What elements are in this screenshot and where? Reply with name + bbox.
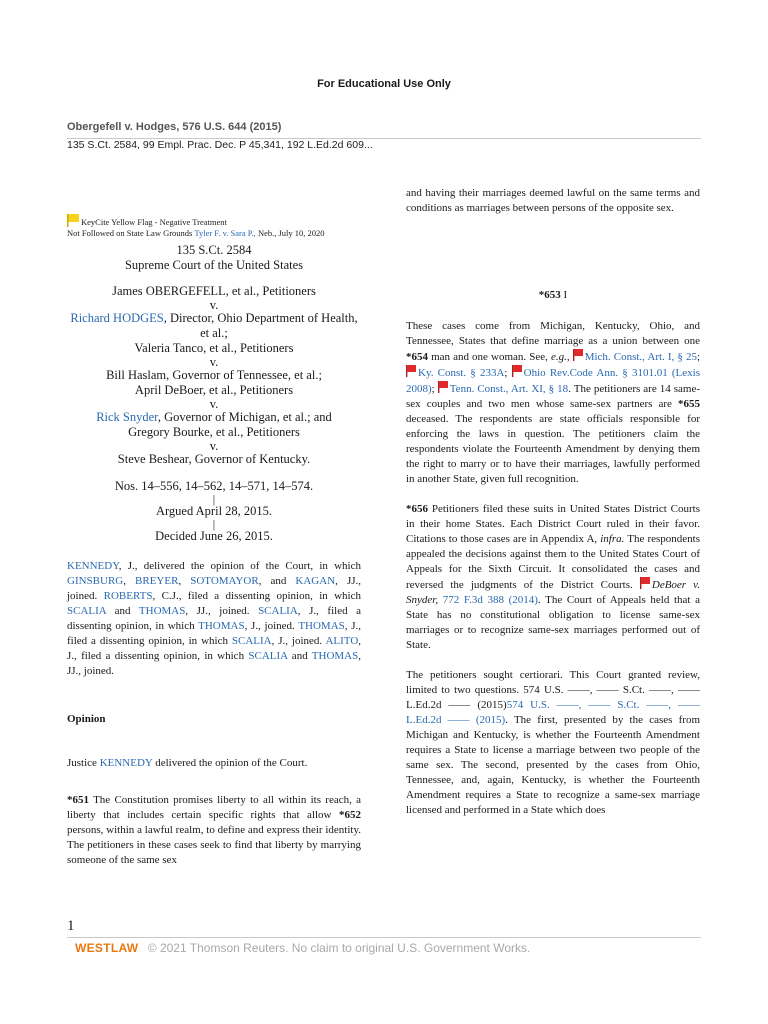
cite-case-name: DeBoer v. Snyder, [406, 579, 700, 606]
red-flag-icon [438, 381, 448, 393]
continued-paragraph: and having their marriages deemed lawful on the same terms and conditions as marriages between persons of the opposite sex. [406, 187, 700, 214]
party-hodges-rest: , Director, Ohio Department of Health, et al.; [163, 311, 358, 340]
versus-1: v. [209, 298, 219, 312]
paragraph-suits-filed [406, 502, 700, 653]
opinion-heading: Opinion [67, 713, 106, 725]
syllabus-text: , J., joined. [244, 620, 299, 632]
syllabus-text: , and [258, 575, 296, 587]
footer [75, 941, 530, 955]
syllabus-text: , J., filed a dissenting opinion, in which [67, 635, 362, 662]
party-haslam: Bill Haslam, Governor of Tennessee, et al.; [106, 368, 322, 382]
syllabus-text: , JJ., joined. [67, 575, 362, 602]
section-heading-I [406, 288, 700, 303]
paragraph-text: deceased. The respondents are state officials responsible for enforcing the laws in question. The petitioners claim the respondents violate the Fourteenth Amendment by denying them the right to marry or to have their marriages, lawfully performed in another State, given full recognition. [406, 413, 700, 485]
paragraph-text: man and one woman. See, [428, 351, 551, 363]
justice-link-thomas[interactable]: THOMAS [298, 620, 345, 632]
star-page-653: *653 [538, 289, 561, 301]
page-number: 1 [67, 918, 75, 934]
party-bourke: Gregory Bourke, et al., Petitioners [128, 425, 300, 439]
treatment-case-link[interactable]: Tyler F. v. Sara P., [194, 228, 256, 238]
syllabus-text: and [106, 605, 139, 617]
paragraph-text: . The petitioners are 14 same-sex couples and two men whose same-sex partners are [406, 383, 700, 410]
reporter-cite: 135 S.Ct. 2584 [176, 243, 252, 257]
intro-text: delivered the opinion of the Court. [152, 757, 308, 769]
keycite-flag-link[interactable] [67, 217, 227, 227]
cite-link-text: Ohio Rev.Code Ann. § 3101.01 (Lexis 2008) [406, 367, 700, 395]
star-page-655: *655 [678, 398, 700, 410]
party-obergefell: James OBERGEFELL, et al., Petitioners [112, 284, 316, 298]
justice-link-scalia[interactable]: SCALIA [67, 605, 107, 617]
justice-link-kennedy[interactable]: KENNEDY [67, 560, 119, 572]
star-page-656: *656 [406, 503, 428, 515]
party-deboer: April DeBoer, et al., Petitioners [134, 383, 294, 397]
syllabus-text: , J., filed a dissenting opinion, in which [67, 605, 362, 632]
paragraph-text: The Constitution promises liberty to all within its reach, a liberty that includes certain specific rights that allow [67, 794, 361, 821]
keycite-flag-label: KeyCite Yellow Flag - Negative Treatment [81, 217, 227, 227]
justice-link-sotomayor[interactable]: SOTOMAYOR [190, 575, 259, 587]
cite-574-us[interactable]: 574 U.S. ––––, –––– S.Ct. ––––, –––– L.Ed.2d –––– (2015) [406, 699, 701, 726]
syllabus-text: , J., delivered the opinion of the Court, in which [118, 560, 361, 572]
party-tanco: Valeria Tanco, et al., Petitioners [134, 341, 294, 355]
justice-link-thomas[interactable]: THOMAS [198, 620, 245, 632]
party-snyder [67, 410, 361, 425]
footer-divider [67, 937, 701, 938]
section-number: I [560, 289, 568, 301]
versus-2: v. [209, 355, 219, 369]
decided-date: Decided June 26, 2015. [155, 529, 273, 543]
caption-bar-1: | [212, 492, 216, 506]
case-caption [67, 243, 361, 544]
syllabus-text: , J., filed a dissenting opinion, in which [67, 620, 362, 647]
docket-numbers: Nos. 14–556, 14–562, 14–571, 14–574. [114, 479, 314, 493]
case-title: Obergefell v. Hodges, 576 U.S. 644 (2015) [67, 121, 282, 133]
justice-link-breyer[interactable]: BREYER [135, 575, 179, 587]
cite-separator: ; [431, 383, 438, 395]
party-snyder-rest: , Governor of Michigan, et al.; and [157, 410, 332, 424]
cite-separator: ; [504, 367, 512, 379]
paragraph-text: Petitioners filed these suits in United States District Courts in their home States. Each District Court ruled in their favor. Citations to those cases are in Appendix A, [406, 503, 700, 545]
paragraph-certiorari [406, 668, 700, 818]
syllabus-text: , JJ., joined. [67, 650, 361, 677]
justice-link-thomas[interactable]: THOMAS [138, 605, 186, 617]
cite-reporter: 772 F.3d 388 (2014) [438, 594, 538, 606]
paragraph-cases-origin [406, 319, 700, 487]
syllabus-text: , J., joined. [271, 635, 326, 647]
eg-text: e.g., [550, 351, 570, 363]
party-hodges [67, 311, 361, 341]
cite-mich-const[interactable] [573, 351, 697, 363]
syllabus-text: , [123, 575, 136, 587]
caption-bar-2: | [212, 517, 216, 531]
party-beshear: Steve Beshear, Governor of Kentucky. [117, 452, 311, 466]
paragraph-text: persons, within a lawful realm, to define and express their identity. The petitioners in these cases seek to find that liberty by marrying someone of the same sex [67, 824, 361, 866]
court-name: Supreme Court of the United States [124, 258, 304, 272]
justice-link-scalia[interactable]: SCALIA [258, 605, 298, 617]
paragraph-text: . The first, presented by the cases from Michigan and Kentucky, is whether the Fourteenth Amendment requires a State to license a marriage between two people of the same sex. The second, presented by the cases from Ohio, Tennessee, and, again, Kentucky, is whether the Fourteenth Amendment requires a State to recognize a same-sex marriage licensed and performed in a State which does [406, 714, 700, 816]
case-citation: 135 S.Ct. 2584, 99 Empl. Prac. Dec. P 45,341, 192 L.Ed.2d 609... [67, 139, 373, 151]
edu-use-notice: For Educational Use Only [317, 78, 451, 90]
syllabus-text: , JJ., joined. [185, 605, 259, 617]
treatment-prefix: Not Followed on State Law Grounds [67, 228, 193, 238]
justice-link-alito[interactable]: ALITO [325, 635, 359, 647]
hodges-link[interactable]: Richard HODGES [70, 311, 164, 325]
yellow-flag-icon [67, 214, 79, 227]
cite-link-text: Mich. Const., Art. I, § 25 [584, 351, 697, 363]
cite-link-text: Tenn. Const., Art. XI, § 18 [449, 383, 569, 395]
right-column [406, 186, 700, 818]
cite-link-text: Ky. Const. § 233A [418, 367, 505, 379]
star-page-651: *651 [67, 794, 89, 806]
justice-link-scalia[interactable]: SCALIA [231, 635, 272, 647]
red-flag-icon [573, 349, 583, 361]
keycite-block [67, 214, 361, 239]
versus-3: v. [209, 397, 219, 411]
opinion-intro [67, 756, 361, 771]
justice-link-kagan[interactable]: KAGAN [295, 575, 336, 587]
justice-link-thomas[interactable]: THOMAS [311, 650, 359, 662]
paragraph-text: These cases come from Michigan, Kentucky, Ohio, and Tennessee, States that define marriage as a union between one [406, 320, 700, 347]
paragraph-text: . The Court of Appeals held that a State has no constitutional obligation to license same-sex marriages or to recognize same-sex marriages performed out of State. [406, 594, 700, 651]
syllabus-paragraph [67, 559, 361, 679]
westlaw-logo: WESTLAW [75, 941, 139, 955]
treatment-suffix: Neb., July 10, 2020 [257, 228, 325, 238]
infra-text: infra. [600, 533, 625, 545]
left-column [67, 184, 361, 868]
justice-link-kennedy[interactable]: KENNEDY [99, 757, 153, 769]
cite-separator: ; [696, 351, 701, 363]
versus-4: v. [209, 439, 219, 453]
paragraph-text: The respondents appealed the decisions against them to the United States Court of Appeals for the Sixth Circuit. It consolidated the cases and reversed the judgments of the District Courts. [406, 533, 700, 591]
justice-link-scalia[interactable]: SCALIA [248, 650, 288, 662]
intro-text: Justice [67, 757, 100, 769]
cite-ky-const[interactable] [406, 367, 504, 379]
syllabus-text: , C.J., filed a dissenting opinion, in which [152, 590, 362, 602]
snyder-link[interactable]: Rick Snyder [96, 410, 158, 424]
cite-tenn-const[interactable] [438, 383, 568, 395]
syllabus-text: , [178, 575, 191, 587]
argued-date: Argued April 28, 2015. [155, 504, 273, 518]
justice-link-roberts[interactable]: ROBERTS [103, 590, 153, 602]
syllabus-text: and [287, 650, 312, 662]
star-page-654: *654 [406, 351, 428, 363]
star-page-652: *652 [339, 809, 361, 821]
red-flag-icon [640, 577, 650, 589]
red-flag-icon [406, 365, 416, 377]
copyright-notice: © 2021 Thomson Reuters. No claim to original U.S. Government Works. [147, 941, 531, 955]
paragraph-text: The petitioners sought certiorari. This Court granted review, limited to two questions. 574 U.S. ––––, –––– S.Ct. ––––, –––– L.Ed.2d –––– (2015) [406, 669, 700, 711]
red-flag-icon [512, 365, 522, 377]
opinion-paragraph-651 [67, 793, 361, 868]
justice-link-ginsburg[interactable]: GINSBURG [67, 575, 124, 587]
